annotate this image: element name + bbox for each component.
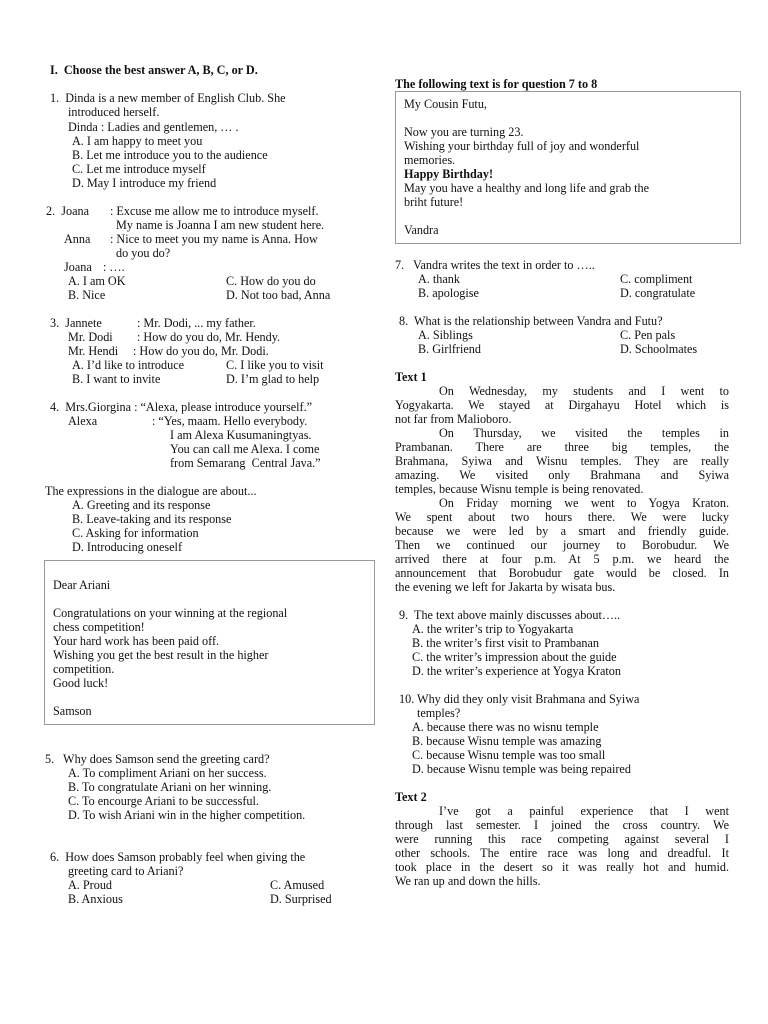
q2-line: : …. — [103, 260, 125, 274]
card-line: Good luck! — [53, 676, 109, 690]
q7-option-b[interactable]: B. apologise — [418, 286, 479, 300]
text2-title: Text 2 — [395, 790, 427, 804]
q3-line: : How do you do, Mr. Dodi. — [133, 344, 269, 358]
text1-line: arrived there at four p.m. At 5 p.m. we heard the — [395, 552, 729, 566]
q8-option-c[interactable]: C. Pen pals — [620, 328, 676, 342]
card-line: Dear Ariani — [53, 578, 111, 592]
text2-line: took place in the desert so it was really hot and humid. — [395, 860, 729, 874]
q9-option-a[interactable]: A. the writer’s trip to Yogyakarta — [412, 622, 574, 636]
q6-line: greeting card to Ariani? — [68, 864, 184, 878]
text2-line: other schools. The entire race was long and dreadful. It — [395, 846, 729, 860]
q5-option-a[interactable]: A. To compliment Ariani on her success. — [68, 766, 267, 780]
letter-line: May you have a healthy and long life and grab the — [404, 181, 650, 195]
q2-option-d[interactable]: D. Not too bad, Anna — [226, 288, 331, 302]
text1-line: We spent about two hours there. We were lucky — [395, 510, 729, 524]
q10-line: 10. Why did they only visit Brahmana and Syiwa — [399, 692, 640, 706]
letter-line: memories. — [404, 153, 456, 167]
q10-option-a[interactable]: A. because there was no wisnu temple — [412, 720, 599, 734]
q3-line: : Mr. Dodi, ... my father. — [137, 316, 256, 330]
text1-line: On Wednesday, my students and I went to — [439, 384, 729, 398]
q3-option-b[interactable]: B. I want to invite — [72, 372, 161, 386]
q2-line: My name is Joanna I am new student here. — [116, 218, 325, 232]
q8-option-a[interactable]: A. Siblings — [418, 328, 473, 342]
q6-option-c[interactable]: C. Amused — [270, 878, 325, 892]
letter-line: briht future! — [404, 195, 464, 209]
text1-line: the evening we left for Jakarta by wisata bus. — [395, 580, 616, 594]
q3-option-d[interactable]: D. I’m glad to help — [226, 372, 320, 386]
card-line: Your hard work has been paid off. — [53, 634, 220, 648]
q5-option-d[interactable]: D. To wish Ariani win in the higher competition. — [68, 808, 306, 822]
q2-speaker: Joana — [64, 260, 92, 274]
card-line: Wishing you get the best result in the higher — [53, 648, 269, 662]
q2-speaker: 2. Joana — [46, 204, 89, 218]
q6-option-b[interactable]: B. Anxious — [68, 892, 123, 906]
text1-line: On Thursday, we visited the temples in — [439, 426, 729, 440]
q1-option-b[interactable]: B. Let me introduce you to the audience — [72, 148, 268, 162]
q2-option-b[interactable]: B. Nice — [68, 288, 106, 302]
letter-bold-line: Happy Birthday! — [404, 167, 494, 181]
q4-option-d[interactable]: D. Introducing oneself — [72, 540, 182, 554]
q6-line: 6. How does Samson probably feel when giving the — [50, 850, 306, 864]
card-line: chess competition! — [53, 620, 145, 634]
q4-line: 4. Mrs.Giorgina : “Alexa, please introduce yourself.” — [50, 400, 313, 414]
q10-option-d[interactable]: D. because Wisnu temple was being repaired — [412, 762, 631, 776]
text1-line: temples, because Wisnu temple is being renovated. — [395, 482, 644, 496]
text2-line: were running this race competing against several I — [395, 832, 729, 846]
q4-option-b[interactable]: B. Leave-taking and its response — [72, 512, 232, 526]
q8-option-b[interactable]: B. Girlfriend — [418, 342, 481, 356]
q7-option-a[interactable]: A. thank — [418, 272, 460, 286]
card-signature: Samson — [53, 704, 92, 718]
q4-line: : “Yes, maam. Hello everybody. — [152, 414, 308, 428]
text1-line: Brahmana, Syiwa and Wisnu temples. They are really — [395, 454, 729, 468]
q4-option-a[interactable]: A. Greeting and its response — [72, 498, 211, 512]
q3-speaker: Mr. Hendi — [68, 344, 119, 358]
q10-line: temples? — [417, 706, 461, 720]
q10-option-b[interactable]: B. because Wisnu temple was amazing — [412, 734, 602, 748]
q2-speaker: Anna — [64, 232, 91, 246]
letter-line: Wishing your birthday full of joy and wonderful — [404, 139, 640, 153]
q4-option-c[interactable]: C. Asking for information — [72, 526, 199, 540]
q9-line: 9. The text above mainly discusses about….. — [399, 608, 621, 622]
q4-line: I am Alexa Kusumaningtyas. — [170, 428, 312, 442]
text1-line: Then we continued our journey to Borobudur. We — [395, 538, 729, 552]
letter-greeting: My Cousin Futu, — [404, 97, 487, 111]
q9-option-d[interactable]: D. the writer’s experience at Yogya Kraton — [412, 664, 621, 678]
q5-line: 5. Why does Samson send the greeting card? — [45, 752, 270, 766]
text1-line: because we were led by a smart and friendly guide. — [395, 524, 729, 538]
q7-option-c[interactable]: C. compliment — [620, 272, 693, 286]
q3-option-a[interactable]: A. I’d like to introduce — [72, 358, 185, 372]
q2-option-a[interactable]: A. I am OK — [68, 274, 126, 288]
text1-line: Prambanan. There are three big temples, the — [395, 440, 729, 454]
q7-line: 7. Vandra writes the text in order to ….. — [395, 258, 595, 272]
text1-line: amazing. We visited only Brahmana and Syiwa — [395, 468, 729, 482]
q2-option-c[interactable]: C. How do you do — [226, 274, 316, 288]
q1-line: introduced herself. — [68, 105, 160, 119]
q4-question: The expressions in the dialogue are about... — [45, 484, 257, 498]
text1-line: announcement that Borobudur gate would be closed. In — [395, 566, 729, 580]
q3-speaker: 3. Jannete — [50, 316, 102, 330]
text1-title: Text 1 — [395, 370, 427, 384]
q6-option-a[interactable]: A. Proud — [68, 878, 113, 892]
q1-option-a[interactable]: A. I am happy to meet you — [72, 134, 203, 148]
section-title: I. Choose the best answer A, B, C, or D. — [50, 63, 258, 77]
right-header: The following text is for question 7 to 8 — [395, 77, 598, 91]
letter-signature: Vandra — [404, 223, 439, 237]
card-line: competition. — [53, 662, 115, 676]
q9-option-c[interactable]: C. the writer’s impression about the guide — [412, 650, 617, 664]
q2-line: do you do? — [116, 246, 171, 260]
q8-line: 8. What is the relationship between Vandra and Futu? — [399, 314, 663, 328]
text1-line: not far from Malioboro. — [395, 412, 512, 426]
card-line: Congratulations on your winning at the regional — [53, 606, 288, 620]
q1-line: Dinda : Ladies and gentlemen, … . — [68, 120, 239, 134]
q3-speaker: Mr. Dodi — [68, 330, 113, 344]
q10-option-c[interactable]: C. because Wisnu temple was too small — [412, 748, 606, 762]
q6-option-d[interactable]: D. Surprised — [270, 892, 332, 906]
q1-option-d[interactable]: D. May I introduce my friend — [72, 176, 217, 190]
q8-option-d[interactable]: D. Schoolmates — [620, 342, 698, 356]
text2-line: We ran up and down the hills. — [395, 874, 541, 888]
text1-line: On Friday morning we went to Yogya Kraton. — [439, 496, 729, 510]
q4-speaker: Alexa — [68, 414, 98, 428]
q5-option-c[interactable]: C. To encourge Ariani to be successful. — [68, 794, 259, 808]
q1-option-c[interactable]: C. Let me introduce myself — [72, 162, 206, 176]
text2-line: I’ve got a painful experience that I went — [439, 804, 729, 818]
q5-option-b[interactable]: B. To congratulate Ariani on her winning. — [68, 780, 272, 794]
q1-line: 1. Dinda is a new member of English Club. She — [50, 91, 286, 105]
q7-option-d[interactable]: D. congratulate — [620, 286, 696, 300]
q3-line: : How do you do, Mr. Hendy. — [137, 330, 281, 344]
text2-line: through last semester. I joined the cross country. We — [395, 818, 729, 832]
q2-line: : Excuse me allow me to introduce myself. — [110, 204, 319, 218]
letter-line: Now you are turning 23. — [404, 125, 524, 139]
q3-option-c[interactable]: C. I like you to visit — [226, 358, 324, 372]
q2-line: : Nice to meet you my name is Anna. How — [110, 232, 318, 246]
q9-option-b[interactable]: B. the writer’s first visit to Prambanan — [412, 636, 599, 650]
q4-line: You can call me Alexa. I come — [170, 442, 320, 456]
text1-line: Yogyakarta. We stayed at Dirgahayu Hotel which is — [395, 398, 729, 412]
q4-line: from Semarang Central Java.” — [170, 456, 321, 470]
